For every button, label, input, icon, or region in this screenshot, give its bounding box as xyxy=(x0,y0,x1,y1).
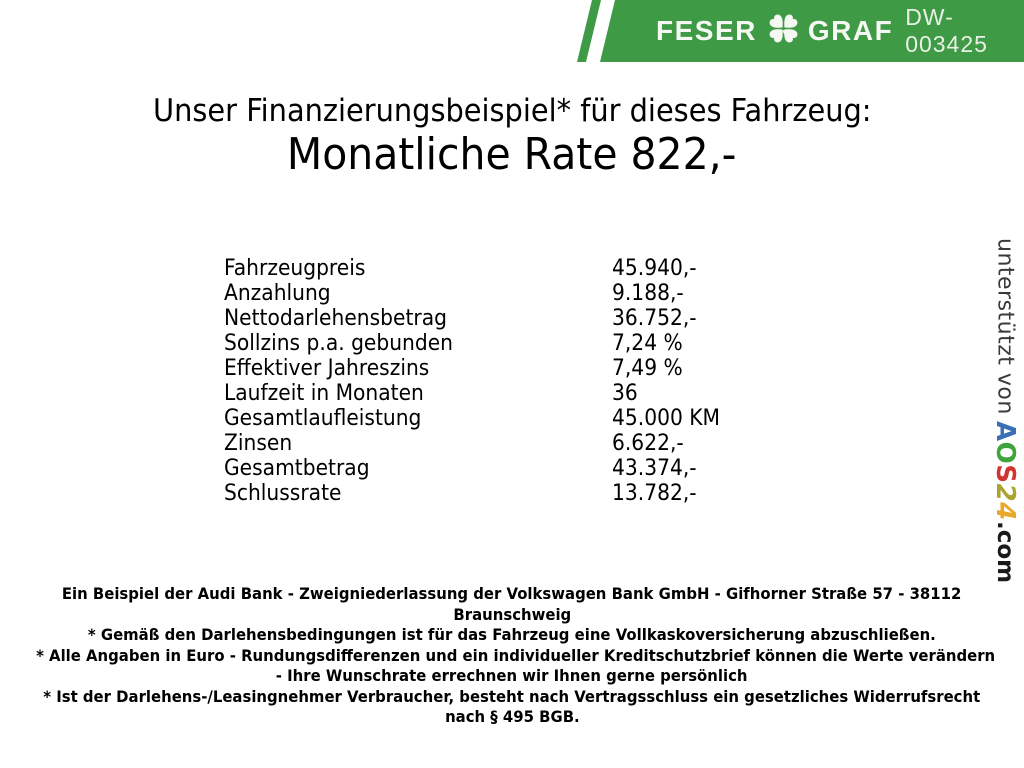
table-row xyxy=(224,456,824,481)
four-leaf-clover-icon xyxy=(767,12,800,50)
supporter-domain-label: .com xyxy=(992,520,1018,583)
footer-line: * Alle Angaben in Euro - Rundungsdifferenzen und ein individueller Kreditschutzbrief können die Werte verändern xyxy=(36,645,996,665)
row-value: 43.374,- xyxy=(612,456,697,481)
row-value: 36 xyxy=(612,381,638,406)
logo-letter: O xyxy=(990,441,1020,465)
table-row xyxy=(224,381,824,406)
row-label: Gesamtlaufleistung xyxy=(224,406,422,431)
logo-letter: 4 xyxy=(990,501,1020,521)
brand-name-right: GRAF xyxy=(807,15,894,46)
row-value: 6.622,- xyxy=(612,431,684,456)
row-value: 7,24 % xyxy=(612,331,683,356)
legal-footer xyxy=(0,584,1024,728)
supporter-prefix-label: unterstützt von xyxy=(992,238,1018,415)
row-label: Fahrzeugpreis xyxy=(224,256,366,281)
logo-letter: 2 xyxy=(990,483,1020,502)
supporter-link[interactable] xyxy=(990,238,1020,583)
row-label: Zinsen xyxy=(224,431,293,456)
table-row xyxy=(224,281,824,306)
table-row xyxy=(224,481,824,506)
footer-line: nach § 495 BGB. xyxy=(444,707,580,726)
table-row xyxy=(224,331,824,356)
row-label: Schlussrate xyxy=(224,481,342,506)
row-label: Gesamtbetrag xyxy=(224,456,370,481)
row-value: 7,49 % xyxy=(612,356,683,381)
row-value: 36.752,- xyxy=(612,306,697,331)
logo-letter: A xyxy=(990,420,1020,442)
table-row xyxy=(224,406,824,431)
logo-letter: S xyxy=(990,464,1020,484)
footer-line: Ein Beispiel der Audi Bank - Zweigniederlassung der Volkswagen Bank GmbH - Gifhorner Straße 57 - 38112 xyxy=(62,584,962,603)
dealer-logo xyxy=(656,0,1024,62)
dealer-code: DW-003425 xyxy=(905,4,988,57)
row-value: 9.188,- xyxy=(612,281,684,306)
footer-line: * Gemäß den Darlehensbedingungen ist für das Fahrzeug eine Vollkaskoversicherung abzuschließen. xyxy=(88,625,936,644)
aos24-logo xyxy=(990,421,1020,521)
table-row xyxy=(224,356,824,381)
table-row xyxy=(224,256,824,281)
row-label: Sollzins p.a. gebunden xyxy=(224,331,454,356)
row-value: 45.940,- xyxy=(612,256,697,281)
row-label: Nettodarlehensbetrag xyxy=(224,306,447,331)
table-row xyxy=(224,431,824,456)
headline xyxy=(0,92,1024,180)
row-value: 45.000 KM xyxy=(612,406,720,431)
footer-line: Braunschweig xyxy=(453,604,571,624)
finance-table xyxy=(224,256,824,506)
brand-name-left: FESER xyxy=(656,15,757,46)
row-value: 13.782,- xyxy=(612,481,697,506)
footer-line: - Ihre Wunschrate errechnen wir Ihnen gerne persönlich xyxy=(276,666,748,685)
headline-subtitle: Unser Finanzierungsbeispiel* für dieses Fahrzeug: xyxy=(152,93,872,129)
row-label: Laufzeit in Monaten xyxy=(224,381,424,406)
headline-monthly-rate: Monatliche Rate 822,- xyxy=(287,129,737,180)
table-row xyxy=(224,306,824,331)
footer-line: * Ist der Darlehens-/Leasingnehmer Verbraucher, besteht nach Vertragsschluss ein gesetzliches Widerrufsrecht xyxy=(43,686,981,706)
row-label: Effektiver Jahreszins xyxy=(224,356,430,381)
row-label: Anzahlung xyxy=(224,281,331,306)
